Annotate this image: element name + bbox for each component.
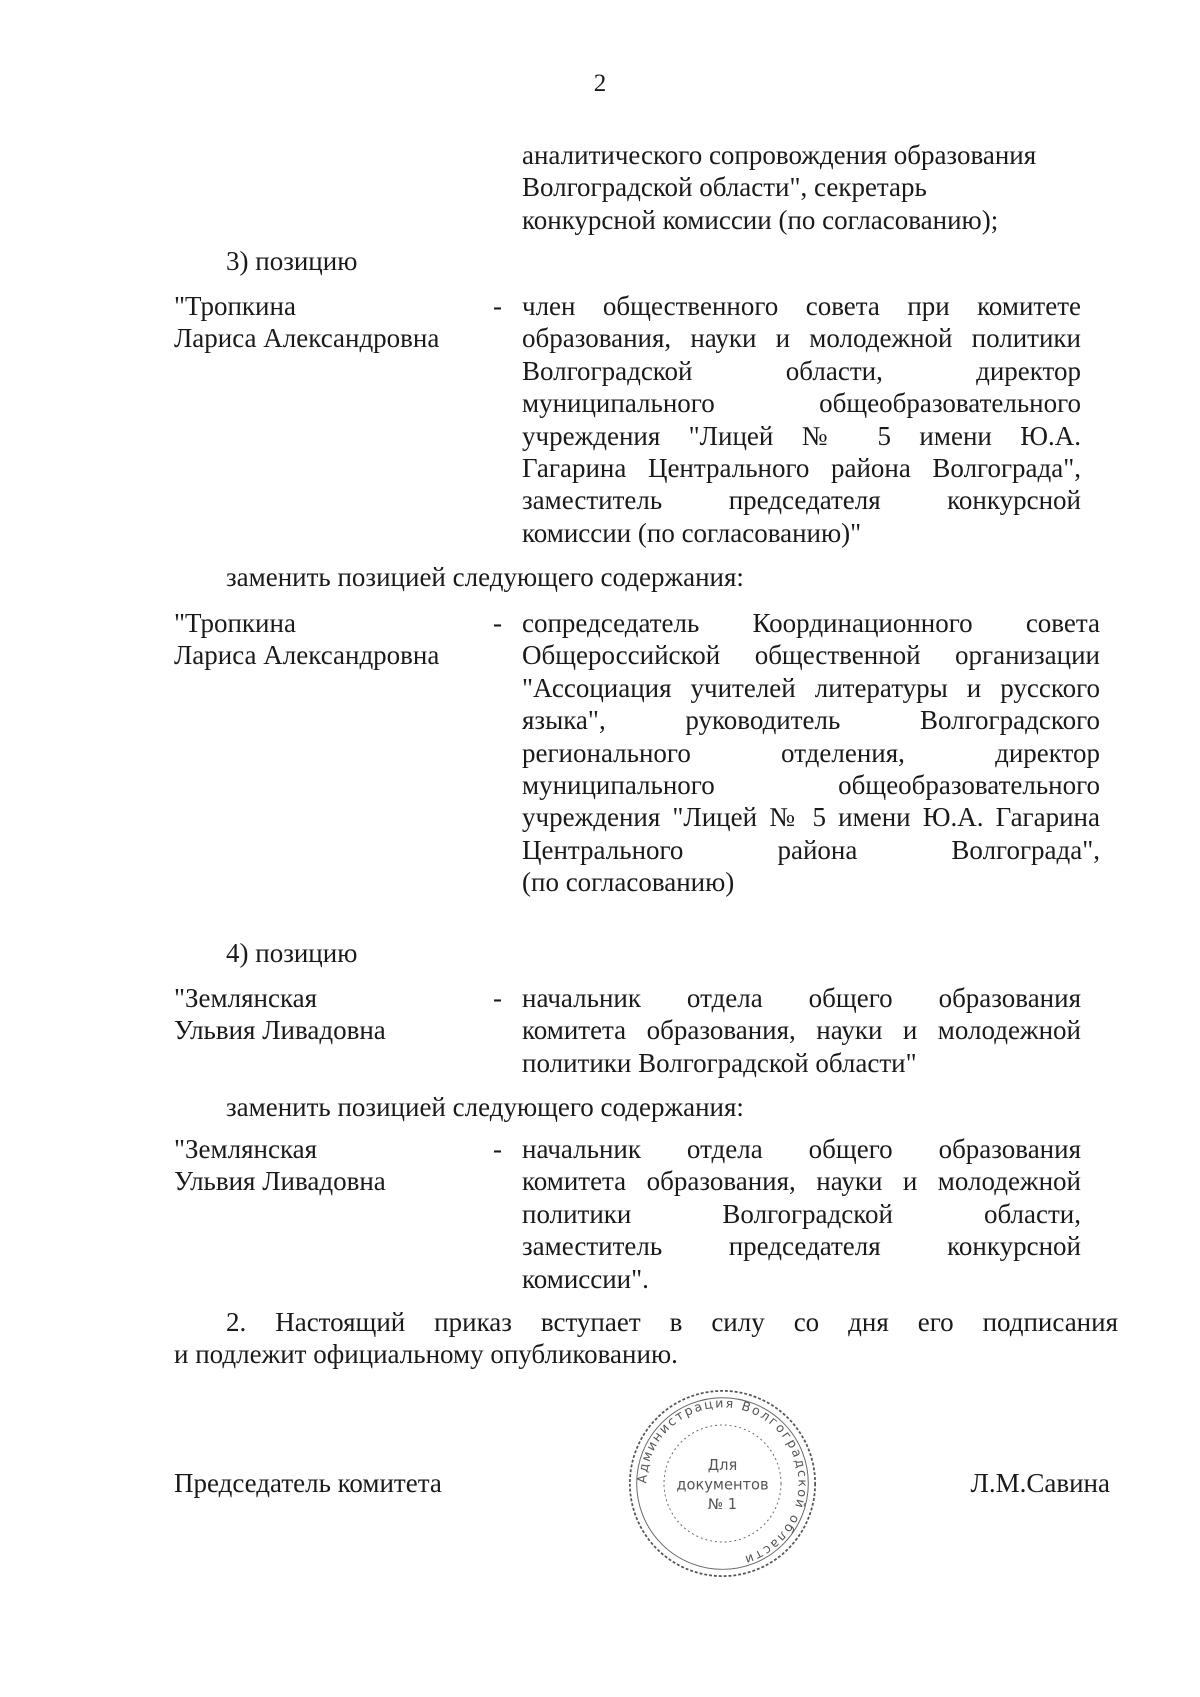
name-line: "Землянская <box>174 983 318 1013</box>
entry-dash: - <box>493 1134 502 1164</box>
desc-line: Центрального района Волгограда", <box>522 834 1100 865</box>
entry-dash: - <box>493 291 502 321</box>
desc-line: комитета образования, науки и молодежной <box>522 1166 1081 1197</box>
signatory-name: Л.М.Савина <box>970 1468 1110 1498</box>
official-seal-stamp <box>625 1386 820 1581</box>
item3-old-description <box>522 290 1081 549</box>
desc-line: учреждения "Лицей № 5 имени Ю.А. Гагарина <box>522 802 1100 833</box>
seal-center-line: документов <box>676 1476 769 1494</box>
item4-old-name <box>174 982 474 1047</box>
desc-line: политики Волгоградской области" <box>522 1047 917 1078</box>
desc-line: комиссии". <box>522 1263 649 1294</box>
clause-line: 2. Настоящий приказ вступает в силу со дня его подписания <box>226 1307 1118 1337</box>
name-line: Лариса Александровна <box>174 323 440 354</box>
desc-line: Волгоградской области, директор <box>522 355 1081 386</box>
item3-heading: 3) позицию <box>226 246 358 276</box>
desc-line: комитета образования, науки и молодежной <box>522 1015 1081 1046</box>
desc-line: учреждения "Лицей № 5 имени Ю.А. <box>522 420 1081 451</box>
name-line: "Землянская <box>174 1134 318 1164</box>
name-line: Ульвия Ливадовна <box>174 1166 386 1197</box>
desc-line: комиссии (по согласованию)" <box>522 517 862 548</box>
desc-line: заместитель председателя конкурсной <box>522 1231 1081 1262</box>
signatory-title: Председатель комитета <box>174 1468 442 1498</box>
name-line: Лариса Александровна <box>174 640 440 671</box>
desc-line: политики Волгоградской области, <box>522 1198 1081 1229</box>
desc-line: муниципального общеобразовательного <box>522 770 1100 801</box>
desc-line: "Ассоциация учителей литературы и русского <box>522 672 1100 703</box>
name-line: "Тропкина <box>174 291 296 321</box>
item4-new-name <box>174 1133 474 1198</box>
text-line: Волгоградской области", секретарь <box>522 172 927 203</box>
seal-ring-text: Администрация Волгоградской области <box>634 1395 811 1569</box>
desc-line: образования, науки и молодежной политики <box>522 323 1081 354</box>
item4-replace-label: заменить позицией следующего содержания: <box>226 1092 744 1122</box>
entry-dash: - <box>493 608 502 638</box>
item4-new-description <box>522 1133 1081 1295</box>
text-line: аналитического сопровождения образования <box>522 140 1037 170</box>
item3-new-name <box>174 607 474 672</box>
desc-line: муниципального общеобразовательного <box>522 388 1081 419</box>
desc-line: регионального отделения, директор <box>522 737 1100 768</box>
seal-center-line: Для <box>707 1456 738 1474</box>
name-line: Ульвия Ливадовна <box>174 1015 386 1046</box>
page-number: 2 <box>593 70 607 97</box>
text-line: конкурсной комиссии (по согласованию); <box>522 204 999 235</box>
desc-line: начальник отдела общего образования <box>522 1134 1081 1164</box>
entry-dash: - <box>493 983 502 1013</box>
seal-center-line: № 1 <box>707 1495 738 1513</box>
desc-line: член общественного совета при комитете <box>522 291 1081 321</box>
desc-line: Гагарина Центрального района Волгограда", <box>522 453 1081 484</box>
item3-old-name <box>174 290 474 355</box>
desc-line: начальник отдела общего образования <box>522 983 1081 1013</box>
item3-new-description <box>522 607 1100 899</box>
item4-old-description <box>522 982 1081 1079</box>
clause-2 <box>174 1306 1118 1371</box>
clause-line: и подлежит официальному опубликованию. <box>174 1339 678 1370</box>
desc-line: заместитель председателя конкурсной <box>522 485 1081 516</box>
desc-line: (по согласованию) <box>522 867 735 898</box>
desc-line: языка", руководитель Волгоградского <box>522 705 1100 736</box>
name-line: "Тропкина <box>174 608 296 638</box>
intro-continuation <box>522 139 1062 236</box>
item3-replace-label: заменить позицией следующего содержания: <box>226 562 744 592</box>
item4-heading: 4) позицию <box>226 938 358 968</box>
desc-line: Общероссийской общественной организации <box>522 640 1100 671</box>
desc-line: сопредседатель Координационного совета <box>522 608 1100 638</box>
